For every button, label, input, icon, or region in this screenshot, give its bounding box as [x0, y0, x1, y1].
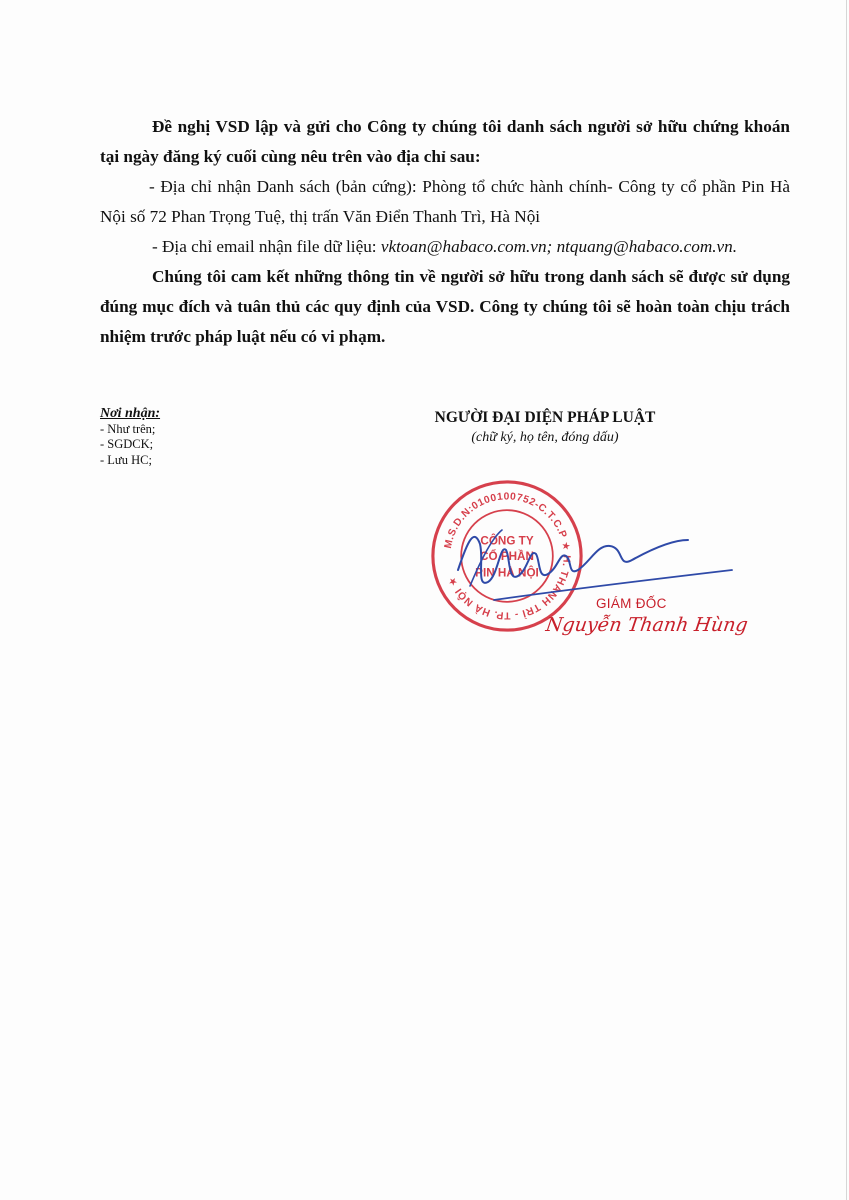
- commitment-paragraph: Chúng tôi cam kết những thông tin về người sở hữu trong danh sách sẽ được sử dụng đúng mục đích và tuân thủ các quy định của VSD. Công ty chúng tôi sẽ hoàn toàn chịu trách nhiệm trước pháp luật nếu có vi phạm.: [100, 267, 790, 346]
- email-label: - Địa chỉ email nhận file dữ liệu:: [152, 237, 381, 256]
- seal-line-1: CÔNG TY: [480, 534, 534, 548]
- seal-ring-text: M.S.D.N:0100100752-C.T.C.P ★ H. THANH TRÌ - TP. HÀ NỘI ★: [442, 491, 572, 621]
- signature-note: (chữ ký, họ tên, đóng dấu): [471, 430, 619, 445]
- handwritten-signature: [440, 510, 740, 610]
- seal-line-3: PIN HÀ NỘI: [475, 566, 539, 580]
- recipient-item: - Như trên;: [100, 421, 156, 436]
- recipients-block: [100, 406, 160, 468]
- legal-representative-title: NGƯỜI ĐẠI DIỆN PHÁP LUẬT: [434, 409, 656, 426]
- seal-line-2: CỔ PHẦN: [480, 549, 534, 563]
- hardcopy-address-paragraph: - Địa chỉ nhận Danh sách (bản cứng): Phòng tổ chức hành chính- Công ty cổ phần Pin Hà Nội số 72 Phan Trọng Tuệ, thị trấn Văn Điển Thanh Trì, Hà Nội: [100, 177, 790, 226]
- recipients-title: Nơi nhận:: [100, 406, 161, 421]
- recipient-item: - Lưu HC;: [100, 452, 152, 467]
- director-name: Nguyễn Thanh Hùng: [544, 614, 750, 636]
- signature-header: [390, 408, 700, 448]
- request-paragraph: Đề nghị VSD lập và gửi cho Công ty chúng tôi danh sách người sở hữu chứng khoán tại ngày đăng ký cuối cùng nêu trên vào địa chỉ sau:: [100, 117, 790, 166]
- email-address-1: vktoan@habaco.com.vn;: [380, 237, 553, 256]
- director-title: GIÁM ĐỐC: [596, 596, 667, 611]
- email-paragraph: [100, 232, 790, 262]
- email-address-2: ntquang@habaco.com.vn.: [556, 237, 738, 256]
- recipient-item: - SGDCK;: [100, 437, 154, 451]
- page-edge-divider: [846, 0, 847, 1200]
- letter-body: [100, 112, 790, 352]
